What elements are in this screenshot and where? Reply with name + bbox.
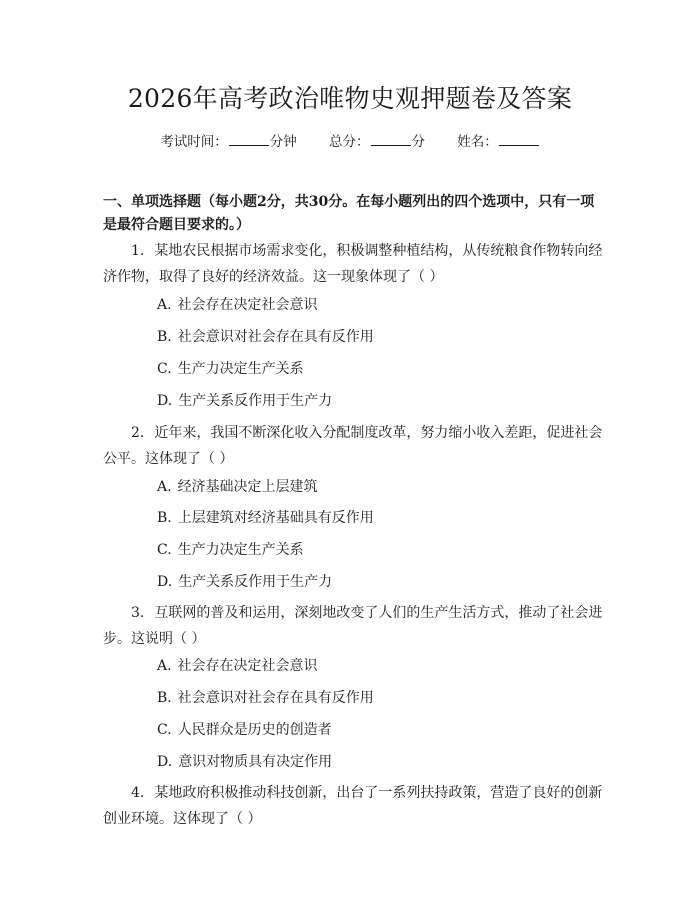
question-stem: 互联网的普及和运用，深刻地改变了人们的生产生活方式，推动了社会进步。这说明（ ）: [103, 605, 603, 647]
question-stem: 某地农民根据市场需求变化，积极调整种植结构，从传统粮食作物转向经济作物，取得了良好的经济效益。这一现象体现了（ ）: [103, 243, 603, 285]
option-text: 意识对物质具有决定作用: [178, 754, 333, 770]
option-text: 社会存在决定社会意识: [177, 297, 318, 313]
question-number: 3.: [131, 605, 145, 621]
question-stem: 近年来，我国不断深化收入分配制度改革，努力缩小收入差距，促进社会公平。这体现了（ ）: [103, 425, 603, 467]
total-score-blank[interactable]: [371, 132, 411, 146]
total-score-unit: 分: [411, 134, 425, 150]
question-1-option-a[interactable]: [157, 295, 577, 315]
exam-time: [160, 132, 297, 152]
total-score: [329, 132, 425, 152]
question-3-option-d[interactable]: [157, 752, 577, 772]
option-text: 生产力决定生产关系: [177, 361, 304, 377]
option-text: 社会存在决定社会意识: [177, 658, 318, 674]
question-2: [103, 420, 603, 472]
exam-meta: [0, 132, 700, 152]
question-number: 2.: [131, 425, 145, 441]
option-letter: B.: [157, 329, 172, 345]
question-1-option-c[interactable]: [157, 359, 577, 379]
option-text: 社会意识对社会存在具有反作用: [177, 690, 374, 706]
option-letter: A.: [157, 658, 172, 674]
option-letter: B.: [157, 690, 172, 706]
option-letter: D.: [157, 393, 173, 409]
option-letter: C.: [157, 542, 172, 558]
option-text: 上层建筑对经济基础具有反作用: [177, 510, 374, 526]
exam-time-blank[interactable]: [229, 132, 269, 146]
option-text: 生产力决定生产关系: [177, 542, 304, 558]
option-letter: D.: [157, 574, 173, 590]
exam-time-label: 考试时间：: [160, 134, 228, 150]
section-heading: 一、单项选择题（每小题2分，共30分。在每小题列出的四个选项中，只有一项是最符合题目要求的。）: [103, 194, 595, 233]
option-text: 生产关系反作用于生产力: [178, 393, 333, 409]
question-1-option-d[interactable]: [157, 391, 577, 411]
option-text: 经济基础决定上层建筑: [177, 479, 318, 495]
question-number: 1.: [131, 243, 145, 259]
option-text: 生产关系反作用于生产力: [178, 574, 333, 590]
option-letter: D.: [157, 754, 173, 770]
option-letter: C.: [157, 722, 172, 738]
question-3: [103, 600, 603, 652]
student-name-blank[interactable]: [499, 132, 539, 146]
exam-time-unit: 分钟: [269, 134, 297, 150]
option-letter: C.: [157, 361, 172, 377]
question-3-option-a[interactable]: [157, 656, 577, 676]
question-1-option-b[interactable]: [157, 327, 577, 347]
student-name-label: 姓名：: [457, 134, 498, 150]
exam-title: 2026年高考政治唯物史观押题卷及答案: [127, 84, 573, 113]
question-2-option-a[interactable]: [157, 477, 577, 497]
option-letter: A.: [157, 297, 172, 313]
question-number: 4.: [131, 785, 145, 801]
question-2-option-d[interactable]: [157, 572, 577, 592]
question-3-option-b[interactable]: [157, 688, 577, 708]
question-1: [103, 238, 603, 290]
question-2-option-b[interactable]: [157, 508, 577, 528]
student-name: [457, 132, 540, 152]
question-stem: 某地政府积极推动科技创新，出台了一系列扶持政策，营造了良好的创新创业环境。这体现了（ ）: [103, 785, 603, 827]
question-3-option-c[interactable]: [157, 720, 577, 740]
question-4: [103, 780, 603, 832]
option-letter: A.: [157, 479, 172, 495]
total-score-label: 总分：: [329, 134, 370, 150]
option-text: 社会意识对社会存在具有反作用: [177, 329, 374, 345]
option-letter: B.: [157, 510, 172, 526]
option-text: 人民群众是历史的创造者: [177, 722, 332, 738]
question-2-option-c[interactable]: [157, 540, 577, 560]
